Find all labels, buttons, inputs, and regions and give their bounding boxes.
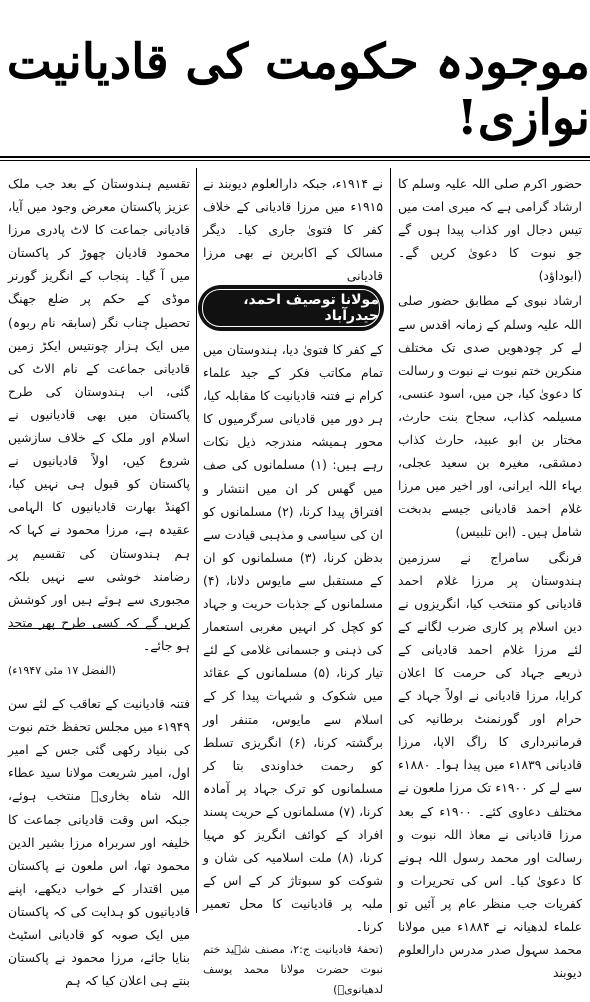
headline-text: موجودہ حکومت کی قادیانیت نوازی!: [6, 34, 590, 146]
column-divider: [390, 168, 391, 913]
paragraph: حضور اکرم صلی اللہ علیہ وسلم کا ارشاد گرامی ہے کہ میری امت میں تیس دجال اور کذاب پیدا ہوں گے جو نبوت کا دعویٰ کریں گے۔ (ابوداؤد): [398, 176, 582, 284]
paragraph: کے کفر کا فتویٰ دیا، ہندوستان میں تمام مکاتب فکر کے جید علماء کرام نے فتنہ قادیانیت کا مقابلہ کیا، ہر دور میں قادیانی سرگرمیوں کا محور ہمیشہ مندرجہ ذیل نکات رہے ہیں: (۱) مسلمانوں کی صف میں گھس کر ان میں انتشار و افتراق پیدا کرنا، (۲) مسلمانوں کو ان کی سیاسی و مذہبی قیادت سے بدظن کرنا، (۳) مسلمانوں کو ان کے مستقبل سے مایوس دلانا، (۴) مسلمانوں کے جذبات حریت و جہاد کو کچل کر انہیں مغربی استعمار کی ذہنی و جسمانی غلامی کے لئے تیار کرنا، (۵) مسلمانوں کے عقائد میں شکوک و شبہات پیدا کر کے اسلام سے مایوس، متنفر اور برگشتہ کرنا، (۶) انگریزی تسلط کو رحمت خداوندی بتا کر مسلمانوں کو ترک جہاد پر آمادہ کرنا، (۷) مسلمانوں کے حریت پسند افراد کے کوائف انگریز کو مہیا کرنا، (۸) ملت اسلامیہ کی شان و شوکت کو سبوتاژ کر کے اس کے ملبہ پر قادیانیت کا محل تعمیر کرنا۔: [203, 342, 384, 935]
byline-badge: [198, 285, 384, 331]
middle-column: [203, 338, 383, 1002]
paragraph: فرنگی سامراج نے سرزمین ہندوستان پر مرزا غلام احمد قادیانی کو منتخب کیا، انگریزوں نے دین اسلام پر کاری ضرب لگانے کے لئے مرزا غلام احمد قادیانی کے ذریعے جہاد کی حرمت کا اعلان کرایا، مرزا قادیانی نے اولاً جہاد کے حرام اور گورنمنٹ برطانیہ کی فرمانبرداری کا راگ الاپا، مرزا قادیانی ۱۸۳۹ء میں پیدا ہوا۔ ۱۸۸۰ء سے لے کر ۱۹۰۰ء تک مرزا ملعون نے مختلف دعاوی کئے۔ ۱۹۰۰ء کے بعد مرزا قادیانی نے معاذ اللہ نبوت و رسالت اور محمد رسول اللہ ہونے کا دعویٰ کیا۔ اس کی تحریرات و کفریات جب منظر عام پر آئیں تو علماء لدھیانہ نے ۱۸۸۴ء میں مولانا محمد سہول صدر مدرس دارالعلوم دیوبند: [398, 549, 582, 981]
source-citation: (الفضل ۱۷ مئی ۱۹۴۷ء): [8, 663, 116, 677]
paragraph: تقسیم ہندوستان کے بعد جب ملک عزیز پاکستان معرض وجود میں آیا، قادیانی جماعت کا لاٹ پادری مرزا محمود قادیان چھوڑ کر پاکستان میں آ گیا۔ پنجاب کے انگریز گورنر موڈی کے حکم پر ضلع جھنگ تحصیل چناب نگر (سابقہ نام ربوہ) میں ایک ہزار چونتیس ایکڑ زمین قادیانی جماعت کے نام الاٹ کی گئی، اب ہندوستان کی طرح پاکستان میں بھی قادیانیوں نے اسلام اور ملک کے خلاف سازشیں شروع کیں، اولاً قادیانیوں نے پاکستان کو قبول ہی نہیں کیا، اکھنڈ بھارت قادیانیوں کا الہامی عقیدہ ہے، مرزا محمود نے کہا کہ ہم ہندوستان کی تقسیم پر رضامند خوشی سے نہیں بلکہ مجبوری سے ہوئے ہیں اور کوشش کریں گے کہ کسی طرح پھر متحد ہو جائے۔: [8, 176, 190, 653]
middle-column-top: [203, 172, 383, 289]
left-column: [8, 172, 190, 994]
column-divider: [196, 168, 197, 913]
byline-text: مولانا توصیف احمد، حیدرآباد: [243, 292, 379, 324]
right-column: [398, 172, 582, 986]
header-rule-thin: [0, 160, 590, 161]
paragraph: فتنہ قادیانیت کے تعاقب کے لئے سن ۱۹۴۹ء میں مجلس تحفظ ختم نبوت کی بنیاد رکھی گئی جس کے امیر اول، امیر شریعت مولانا سید عطاء اللہ شاہ بخاریؒ منتخب ہوئے، جبکہ اس وقت قادیانی جماعت کا خلیفہ اور سربراہ مرزا بشیر الدین محمود تھا، اس ملعون نے پاکستان میں اقتدار کے خواب دیکھے، اپنے قادیانیوں کو ہدایت کی کہ پاکستان میں ایک صوبہ کو قادیانی اسٹیٹ بنایا جائے، مرزا محمود نے پاکستان بنتے ہی اعلان کیا کہ ہم: [8, 696, 190, 989]
paragraph: ارشاد نبوی کے مطابق حضور صلی اللہ علیہ وسلم کے زمانہ اقدس سے لے کر چودھویں صدی تک مختلف منکرین ختم نبوت نے نبوت و رسالت کا دعویٰ کیا، جن میں، اسود عنسی، مسیلمہ کذاب، سجاح بنت حارث، مختار بن ابو عبید، حارث کذاب دمشقی، مغیرہ بن سعید عجلی، بہاء اللہ ایرانی، اور اخیر میں مرزا غلام احمد قادیانی جیسے بدبخت شامل ہیں۔ (ابن تلبیس): [398, 293, 582, 540]
paragraph: نے ۱۹۱۴ء، جبکہ دارالعلوم دیوبند نے ۱۹۱۵ء میں مرزا قادیانی کے خلاف کفر کا فتویٰ جاری کیا۔ دیگر مسالک کے اکابرین نے بھی مرزا قادیانی: [203, 176, 383, 284]
citation: (تحفۂ قادیانیت ج:۲، مصنف شہید ختم نبوت حضرت مولانا محمد یوسف لدھیانویؒ): [203, 943, 383, 997]
header-rule: [0, 156, 590, 158]
section-rule: [8, 628, 190, 629]
headline: [0, 34, 590, 146]
